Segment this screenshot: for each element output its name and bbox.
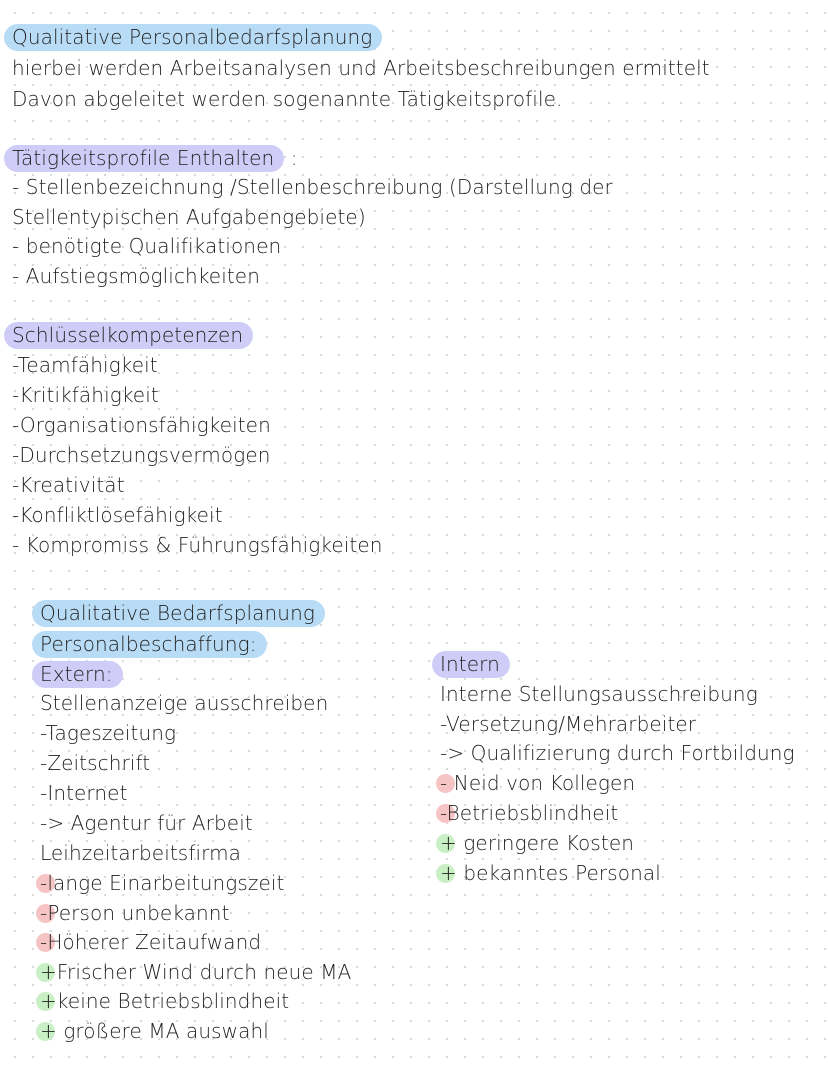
section2-line: - Stellenbezeichnung /Stellenbeschreibung (Darstellung der <box>12 175 613 199</box>
extern-pro-text: + größere MA auswahl <box>40 1019 269 1043</box>
extern-line: Leihzeitarbeitsfirma <box>40 841 242 865</box>
section2-line: - benötigte Qualifikationen <box>12 234 282 258</box>
extern-pro-line <box>40 986 289 1016</box>
extern-line: Stellenanzeige ausschreiben <box>40 691 329 715</box>
extern-con-line <box>40 898 230 928</box>
section3-line: -Durchsetzungsvermögen <box>12 443 271 467</box>
section1-heading: Qualitative Personalbedarfsplanung <box>4 24 382 51</box>
extern-line: -Zeitschrift <box>40 751 151 775</box>
section3-heading: Schlüsselkompetenzen <box>4 322 253 349</box>
extern-line: -Internet <box>40 781 128 805</box>
section3-line: -Konfliktlösefähigkeit <box>12 503 223 527</box>
section4-heading1-line <box>40 598 325 628</box>
extern-con-line <box>40 927 261 957</box>
intern-con-line <box>440 768 635 798</box>
section2-line: - Aufstiegsmöglichkeiten <box>12 264 260 288</box>
section4-heading1: Qualitative Bedarfsplanung <box>32 600 325 627</box>
intern-line: -> Qualifizierung durch Fortbildung <box>440 741 795 765</box>
section3-line: - Kompromiss & Führungsfähigkeiten <box>12 533 383 557</box>
intern-con-text: -Betriebsblindheit <box>440 801 619 825</box>
section1-line: Davon abgeleitet werden sogenannte Tätigkeitsprofile. <box>12 87 563 111</box>
section3-line: -Teamfähigkeit <box>12 353 158 377</box>
extern-pro-line <box>40 957 351 987</box>
section3-heading-line <box>12 320 253 350</box>
section3-line: -Organisationsfähigkeiten <box>12 413 271 437</box>
section2-heading-suffix: : <box>284 146 298 170</box>
intern-heading: Intern <box>432 651 510 678</box>
intern-pro-text: + geringere Kosten <box>440 831 635 855</box>
intern-heading-line <box>440 649 510 679</box>
intern-pro-line <box>440 858 661 888</box>
extern-con-text: -lange Einarbeitungszeit <box>40 871 285 895</box>
extern-pro-text: +Frischer Wind durch neue MA <box>40 960 352 984</box>
section2-heading: Tätigkeitsprofile Enthalten <box>4 145 284 172</box>
intern-con-text: - Neid von Kollegen <box>440 771 636 795</box>
extern-heading-line <box>40 659 123 689</box>
section2-heading-line <box>12 143 298 173</box>
section3-line: -Kreativität <box>12 473 125 497</box>
extern-con-text: -Person unbekannt <box>40 901 230 925</box>
extern-line: -Tageszeitung <box>40 721 177 745</box>
extern-con-text: -Höherer Zeitaufwand <box>40 930 262 954</box>
extern-con-line <box>40 868 285 898</box>
section3-line: -Kritikfähigkeit <box>12 383 159 407</box>
intern-line: -Versetzung/Mehrarbeiter <box>440 712 697 736</box>
extern-pro-text: +keine Betriebsblindheit <box>40 989 290 1013</box>
section1-line: hierbei werden Arbeitsanalysen und Arbeitsbeschreibungen ermittelt <box>12 56 710 80</box>
extern-pro-line <box>40 1016 269 1046</box>
section4-heading2-line <box>40 629 267 659</box>
extern-line: -> Agentur für Arbeit <box>40 811 253 835</box>
section1-heading-line <box>12 22 382 52</box>
intern-pro-text: + bekanntes Personal <box>440 861 661 885</box>
extern-heading: Extern: <box>32 661 123 688</box>
intern-line: Interne Stellungsausschreibung <box>440 682 758 706</box>
section2-line: Stellentypischen Aufgabengebiete) <box>12 205 366 229</box>
section4-heading2: Personalbeschaffung: <box>32 631 267 658</box>
intern-pro-line <box>440 828 634 858</box>
intern-con-line <box>440 798 618 828</box>
